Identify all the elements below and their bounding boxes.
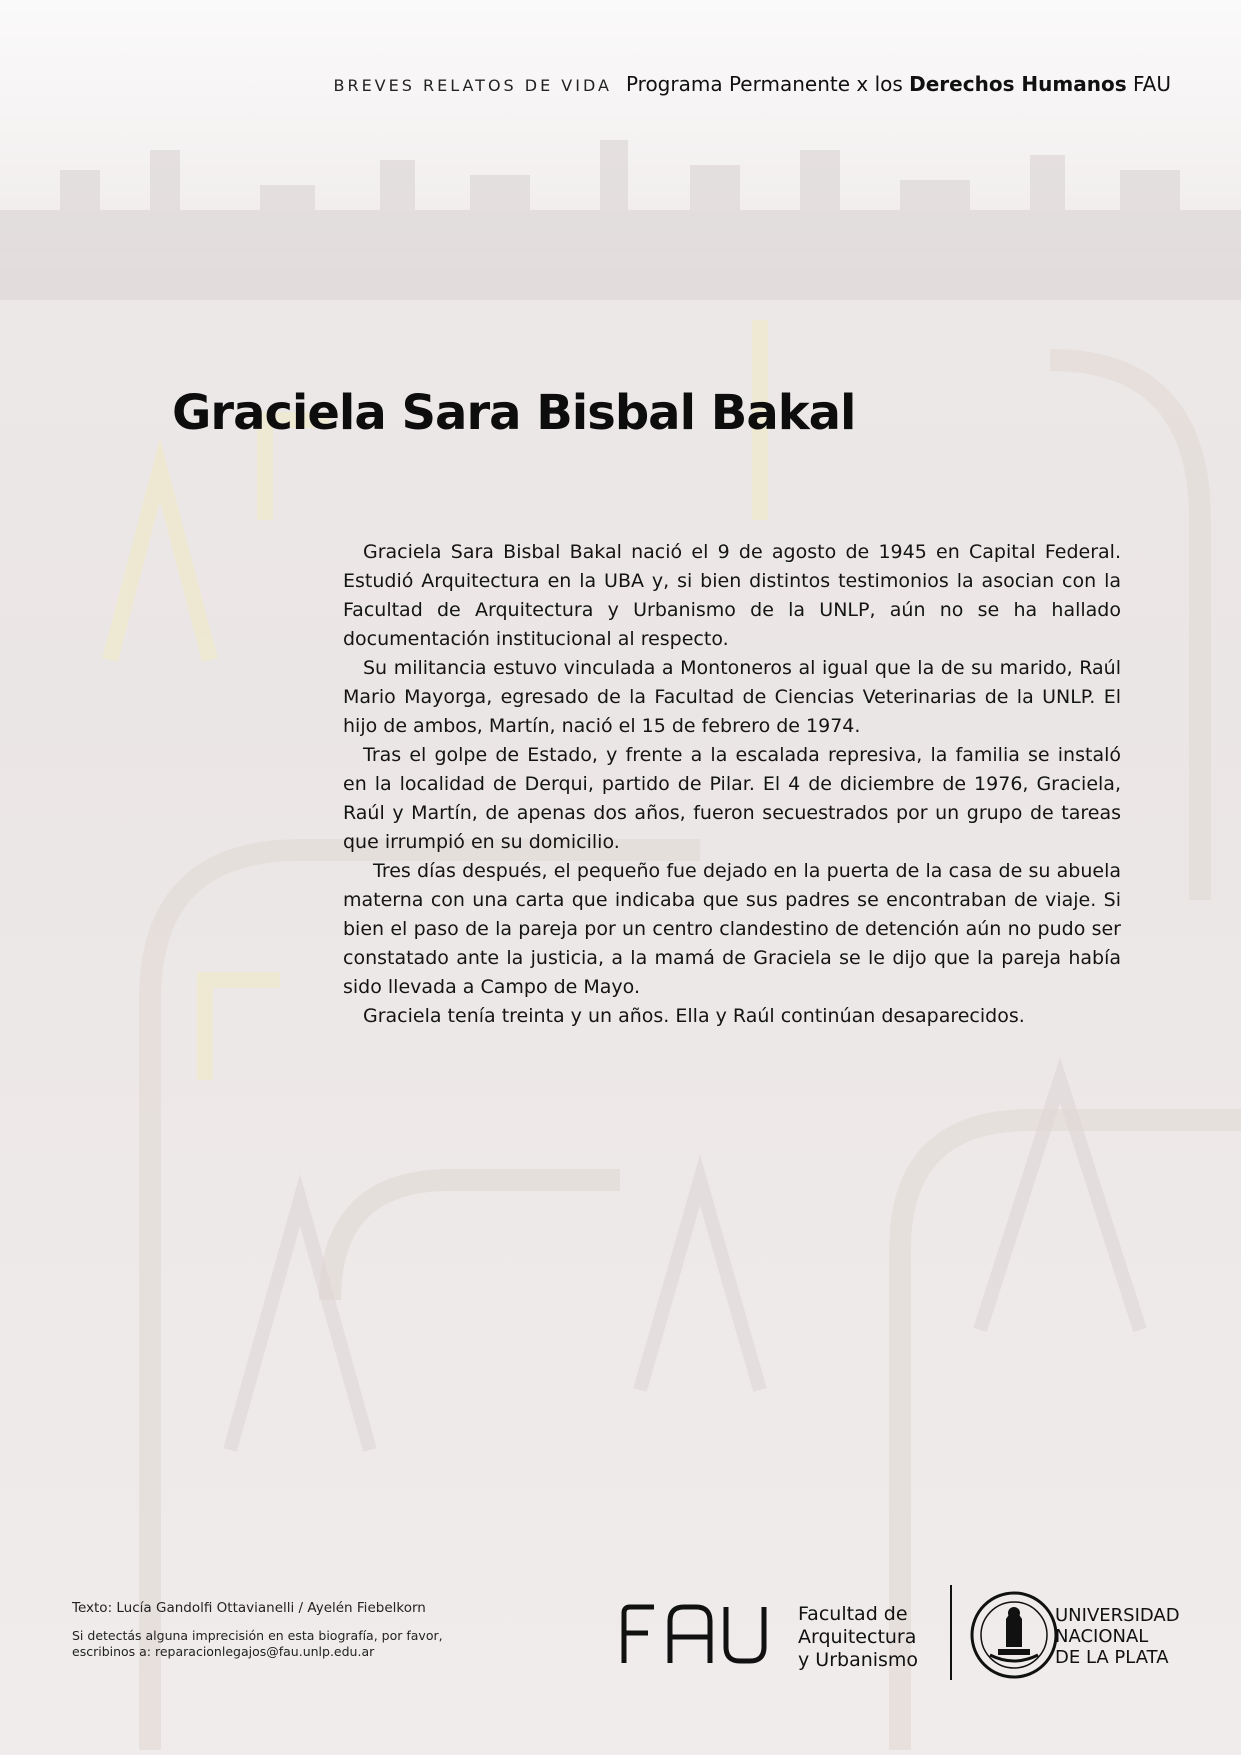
credits xyxy=(72,1600,492,1660)
paragraph: Graciela tenía treinta y un años. Ella y Raúl continúan desaparecidos. xyxy=(363,1005,1025,1027)
author-credit: Texto: Lucía Gandolfi Ottavianelli / Ayelén Fiebelkorn xyxy=(72,1600,426,1616)
program-bold: Derechos Humanos xyxy=(909,72,1127,96)
program-label xyxy=(626,72,1171,96)
paragraph: Graciela Sara Bisbal Bakal nació el 9 de agosto de 1945 en Capital Federal. Estudió Arquitectura en la UBA y, si bien distintos testimonios la asocian con la Facultad de Arquitectura y Urbanismo de la UNLP, aún no se ha hallado documentación institucional al respecto. xyxy=(343,541,1121,650)
paragraph: Tres días después, el pequeño fue dejado en la puerta de la casa de su abuela materna con una carta que indicaba que sus padres se encontraban de viaje. Si bien el paso de la pareja por un centro clandestino de detención aún no pudo ser constatado ante la justicia, a la mamá de Graciela se le dijo que la pareja había sido llevada a Campo de Mayo. xyxy=(343,860,1121,998)
unlp-seal-icon xyxy=(968,1589,1060,1681)
fau-logo xyxy=(620,1603,770,1665)
header xyxy=(333,72,1171,98)
program-prefix: Programa Permanente x los xyxy=(625,72,903,96)
unlp-name: UNIVERSIDAD NACIONAL DE LA PLATA xyxy=(1055,1605,1180,1668)
paragraph: Su militancia estuvo vinculada a Montoneros al igual que la de su marido, Raúl Mario Mayorga, egresado de la Facultad de Ciencias Veterinarias de la UNLP. El hijo de ambos, Martín, nació el 15 de febrero de 1974. xyxy=(343,657,1121,737)
fau-name: Facultad de Arquitectura y Urbanismo xyxy=(798,1603,919,1671)
program-suffix: FAU xyxy=(1133,72,1171,96)
biography-text xyxy=(343,538,1121,1031)
institution-logos xyxy=(620,1585,1180,1695)
logo-divider xyxy=(950,1585,952,1680)
page-title: Graciela Sara Bisbal Bakal xyxy=(172,385,856,441)
paragraph: Tras el golpe de Estado, y frente a la escalada represiva, la familia se instaló en la localidad de Derqui, partido de Pilar. El 4 de diciembre de 1976, Graciela, Raúl y Martín, de apenas dos años, fueron secuestrados por un grupo de tareas que irrumpió en su domicilio. xyxy=(343,744,1121,853)
series-label: BREVES RELATOS DE VIDA xyxy=(333,76,612,95)
correction-note: Si detectás alguna imprecisión en esta biografía, por favor, escribinos a: reparacionlegajos@fau.unlp.edu.ar xyxy=(72,1628,443,1659)
